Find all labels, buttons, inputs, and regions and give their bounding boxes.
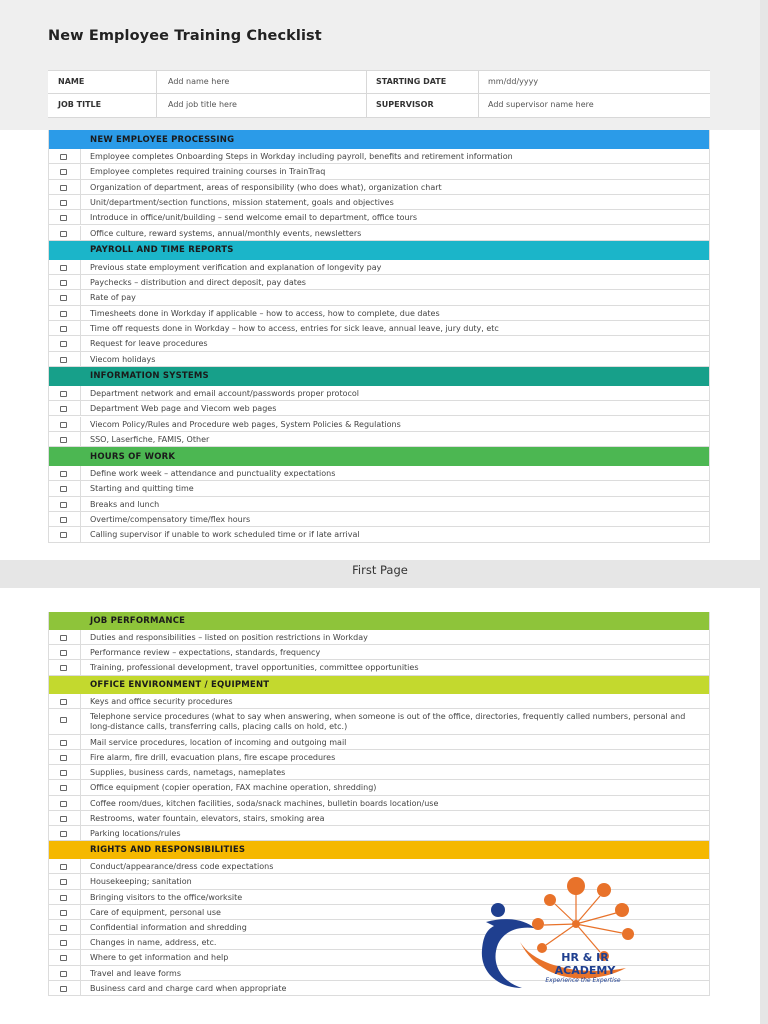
checklist-item-text: Where to get information and help xyxy=(90,953,229,963)
checklist-item-text: Supplies, business cards, nametags, nameplates xyxy=(90,768,286,778)
logo-tagline: Experience the Expertise xyxy=(545,977,621,984)
starting-date-label: STARTING DATE xyxy=(376,77,447,86)
job-title-field[interactable]: Add job title here xyxy=(168,100,237,109)
checklist-item-text: Parking locations/rules xyxy=(90,829,181,838)
checklist-item-text: Viecom holidays xyxy=(90,354,156,364)
name-label: NAME xyxy=(58,77,85,86)
checklist-item-text: Timesheets done in Workday if applicable – how to access, how to complete, due dates xyxy=(90,308,440,318)
checklist-item-text: Calling supervisor if unable to work scheduled time or if late arrival xyxy=(90,530,360,540)
checklist-item-text: Telephone service procedures (what to say when answering, when someone is out of the office, directories, frequently called numbers, personal and long-distance calls, transferring calls, placing calls on hold, etc.) xyxy=(90,711,686,731)
section-header: OFFICE ENVIRONMENT / EQUIPMENT xyxy=(48,676,710,694)
checklist-item-text: Organization of department, areas of responsibility (who does what), organization chart xyxy=(90,182,442,192)
checklist-item-text: Introduce in office/unit/building – send welcome email to department, office tours xyxy=(90,213,418,223)
checklist-item-text: Viecom Policy/Rules and Procedure web pages, System Policies & Regulations xyxy=(90,419,401,429)
checklist-item-text: Unit/department/section functions, mission statement, goals and objectives xyxy=(90,197,394,207)
checklist-item-text: Department Web page and Viecom web pages xyxy=(90,404,277,414)
logo-line-2: ACADEMY xyxy=(554,964,616,977)
checklist-item-text: Training, professional development, travel opportunities, committee opportunities xyxy=(90,663,419,673)
page-title: New Employee Training Checklist xyxy=(48,28,322,44)
checklist-item-text: Employee completes required training courses in TrainTraq xyxy=(90,167,326,177)
checklist-item-text: Travel and leave forms xyxy=(90,968,181,978)
name-field[interactable]: Add name here xyxy=(168,77,230,86)
section-header: RIGHTS AND RESPONSIBILITIES xyxy=(48,841,710,859)
supervisor-field[interactable]: Add supervisor name here xyxy=(488,100,594,109)
checklist-item-text: Bringing visitors to the office/worksite xyxy=(90,892,243,902)
checklist-item-text: Changes in name, address, etc. xyxy=(90,938,217,948)
checklist-item-text: Previous state employment verification and explanation of longevity pay xyxy=(90,262,382,272)
checklist-item-text: Business card and charge card when appropriate xyxy=(90,983,287,993)
section-header: NEW EMPLOYEE PROCESSING xyxy=(48,130,710,149)
page-caption: First Page xyxy=(352,563,408,577)
checklist-item-text: Request for leave procedures xyxy=(90,339,208,349)
checklist-item-text: Paychecks – distribution and direct deposit, pay dates xyxy=(90,278,306,288)
section-header: PAYROLL AND TIME REPORTS xyxy=(48,241,710,260)
checklist-item-text: Office equipment (copier operation, FAX machine operation, shredding) xyxy=(90,783,377,793)
checklist-item-text: Conduct/appearance/dress code expectations xyxy=(90,862,274,872)
section-header: JOB PERFORMANCE xyxy=(48,612,710,630)
checklist-item-text: Office culture, reward systems, annual/monthly events, newsletters xyxy=(90,228,362,238)
employee-info-table xyxy=(48,70,710,118)
checklist-item-text: Breaks and lunch xyxy=(90,499,160,509)
checklist-item-text: Restrooms, water fountain, elevators, stairs, smoking area xyxy=(90,813,325,823)
checklist-item-text: SSO, Laserfiche, FAMIS, Other xyxy=(90,434,210,444)
section-header: INFORMATION SYSTEMS xyxy=(48,367,710,386)
checklist-item-text: Duties and responsibilities – listed on position restrictions in Workday xyxy=(90,633,368,642)
supervisor-label: SUPERVISOR xyxy=(376,100,434,109)
checklist-item-text: Rate of pay xyxy=(90,293,136,303)
section-header: HOURS OF WORK xyxy=(48,447,710,466)
job-title-label: JOB TITLE xyxy=(58,100,102,109)
checklist-item-text: Keys and office security procedures xyxy=(90,696,233,706)
checklist-item-text: Time off requests done in Workday – how to access, entries for sick leave, annual leave, jury duty, etc xyxy=(90,324,499,333)
starting-date-field[interactable]: mm/dd/yyyy xyxy=(488,77,539,86)
logo-line-1: HR & IR xyxy=(561,951,609,964)
checklist-item-text: Fire alarm, fire drill, evacuation plans, fire escape procedures xyxy=(90,753,336,762)
checklist-item-text: Define work week – attendance and punctuality expectations xyxy=(90,469,336,479)
checklist-item-text: Performance review – expectations, standards, frequency xyxy=(90,648,321,658)
checklist-item-text: Overtime/compensatory time/flex hours xyxy=(90,515,251,524)
checklist-item-text: Housekeeping; sanitation xyxy=(90,877,192,887)
checklist-item-text: Employee completes Onboarding Steps in Workday including payroll, benefits and retirement information xyxy=(90,152,513,161)
checklist-item-text: Care of equipment, personal use xyxy=(90,907,221,917)
checklist-item-text: Mail service procedures, location of incoming and outgoing mail xyxy=(90,737,347,747)
checklist-item-text: Department network and email account/passwords proper protocol xyxy=(90,388,359,398)
checklist-item-text: Starting and quitting time xyxy=(90,484,194,494)
checklist-item-text: Coffee room/dues, kitchen facilities, soda/snack machines, bulletin boards location/use xyxy=(90,798,439,808)
checklist-item-text: Confidential information and shredding xyxy=(90,923,247,932)
